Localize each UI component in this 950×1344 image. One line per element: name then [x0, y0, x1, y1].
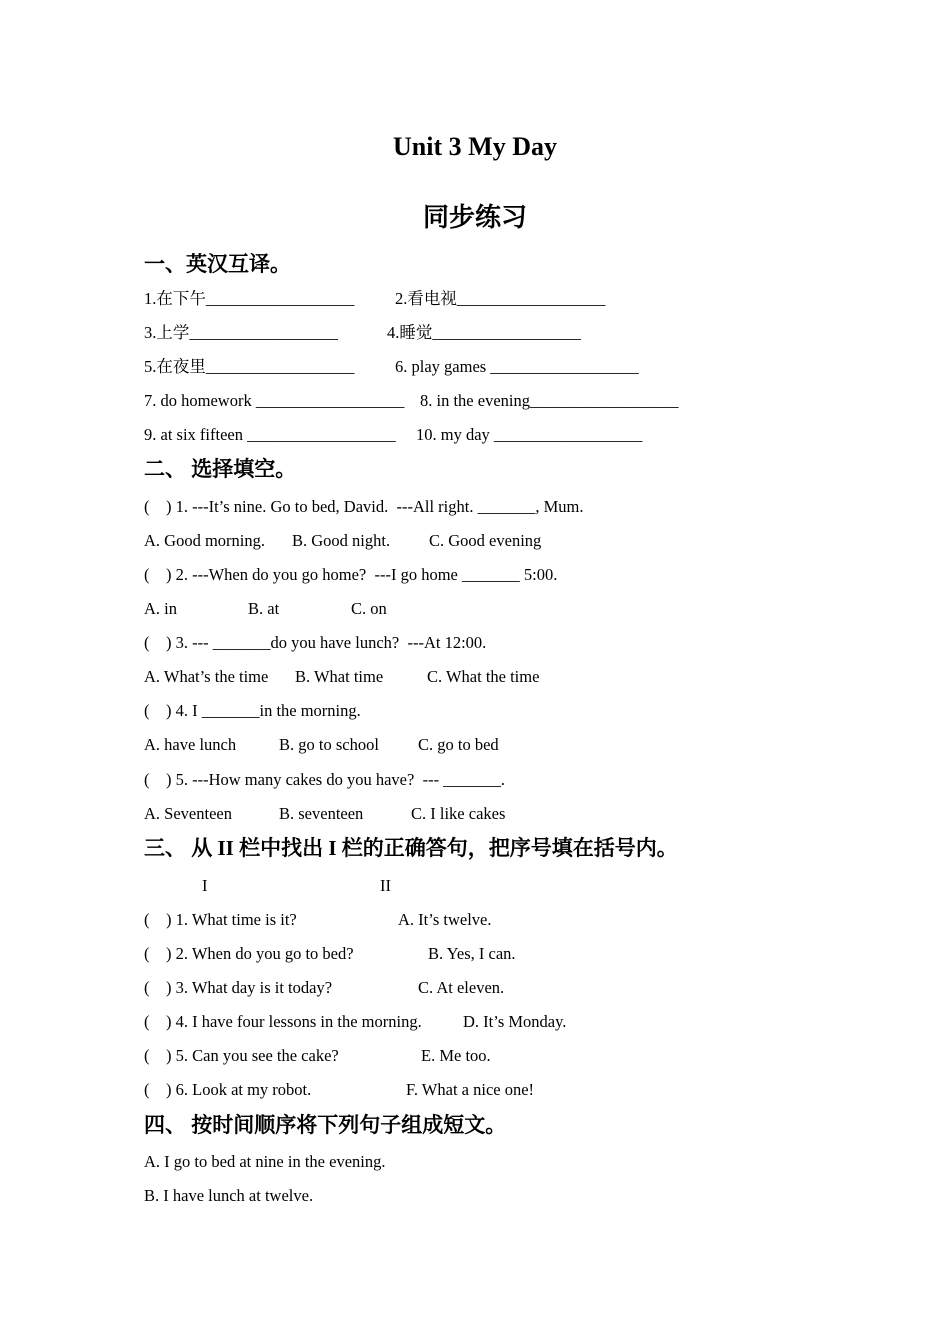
option-b: B. seventeen [279, 804, 364, 823]
match-answer: B. Yes, I can. [428, 944, 516, 963]
match-question: ( ) 2. When do you go to bed? [144, 944, 354, 963]
question-5: ( ) 5. ---How many cakes do you have? --- _______. [144, 770, 506, 789]
column-ii-label: II [380, 876, 391, 895]
question-1: ( ) 1. ---It’s nine. Go to bed, David. ---All right. _______, Mum. [144, 497, 584, 516]
match-question: ( ) 4. I have four lessons in the morning. [144, 1012, 422, 1031]
match-answer: C. At eleven. [418, 978, 505, 997]
match-answer: D. It’s Monday. [463, 1012, 567, 1031]
section-heading-2: 二、 选择填空。 [144, 457, 297, 481]
option-b: B. at [248, 599, 280, 618]
match-answer: E. Me too. [421, 1046, 491, 1065]
option-c: C. on [351, 599, 387, 618]
option-c: C. Good evening [429, 531, 542, 550]
match-question: ( ) 5. Can you see the cake? [144, 1046, 339, 1065]
translate-item: 10. my day __________________ [416, 425, 643, 444]
section-heading-3: 三、 从 II 栏中找出 I 栏的正确答句，把序号填在括号内。 [144, 836, 678, 860]
match-question: ( ) 1. What time is it? [144, 910, 297, 929]
option-c: C. What the time [427, 667, 540, 686]
match-answer: F. What a nice one! [406, 1080, 535, 1099]
translate-item: 9. at six fifteen __________________ [144, 425, 396, 444]
section-heading-4: 四、 按时间顺序将下列句子组成短文。 [144, 1113, 507, 1137]
option-c: C. go to bed [418, 735, 499, 754]
translate-item: 5.在夜里__________________ [144, 357, 355, 376]
question-4: ( ) 4. I _______in the morning. [144, 701, 361, 720]
option-b: B. Good night. [292, 531, 391, 550]
translate-item: 6. play games __________________ [395, 357, 639, 376]
translate-item: 8. in the evening__________________ [420, 391, 679, 410]
section-heading-1: 一、英汉互译。 [144, 252, 291, 276]
option-b: B. What time [295, 667, 384, 686]
translate-item: 1.在下午__________________ [144, 289, 355, 308]
sentence-item: A. I go to bed at nine in the evening. [144, 1152, 386, 1171]
match-answer: A. It’s twelve. [398, 910, 492, 929]
sentence-item: B. I have lunch at twelve. [144, 1186, 314, 1205]
column-i-label: I [202, 876, 208, 895]
option-c: C. I like cakes [411, 804, 506, 823]
page-subtitle: 同步练习 [422, 203, 527, 232]
option-a: A. in [144, 599, 177, 618]
question-3: ( ) 3. --- _______do you have lunch? ---At 12:00. [144, 633, 487, 652]
option-a: A. What’s the time [144, 667, 269, 686]
translate-item: 2.看电视__________________ [395, 289, 606, 308]
translate-item: 3.上学__________________ [144, 323, 338, 342]
option-a: A. Good morning. [144, 531, 265, 550]
translate-item: 4.睡觉__________________ [387, 323, 581, 342]
option-a: A. have lunch [144, 735, 237, 754]
option-a: A. Seventeen [144, 804, 232, 823]
match-question: ( ) 6. Look at my robot. [144, 1080, 312, 1099]
question-2: ( ) 2. ---When do you go home? ---I go home _______ 5:00. [144, 565, 558, 584]
match-question: ( ) 3. What day is it today? [144, 978, 333, 997]
page-title: Unit 3 My Day [393, 132, 557, 161]
translate-item: 7. do homework __________________ [144, 391, 405, 410]
option-b: B. go to school [279, 735, 379, 754]
